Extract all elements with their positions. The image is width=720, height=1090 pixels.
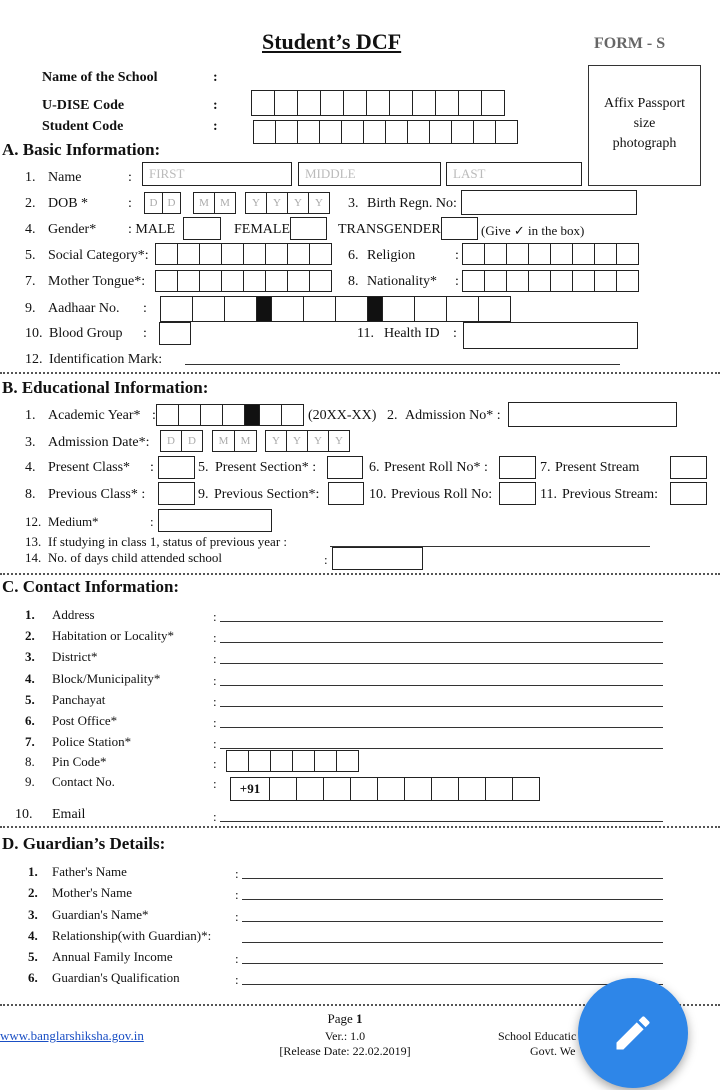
birth-regn-input[interactable] <box>461 190 637 215</box>
colon: : <box>235 972 239 987</box>
mother-tongue-label: Mother Tongue*: <box>48 274 146 289</box>
colon: : <box>213 756 217 771</box>
pin-code-boxes[interactable] <box>226 750 358 772</box>
field-num: 3. <box>25 435 36 450</box>
section-c-title: C. Contact Information: <box>2 577 180 596</box>
gender-label: Gender* <box>48 222 97 237</box>
blood-group-input[interactable] <box>159 322 191 345</box>
admission-no-input[interactable] <box>508 402 677 427</box>
field-num: 7. <box>540 460 551 475</box>
photo-text: photograph <box>612 136 677 151</box>
field-num: 10. <box>25 326 43 341</box>
contact-field-line[interactable] <box>220 748 663 749</box>
dob-day-boxes[interactable]: D D <box>144 192 180 214</box>
dob-label: DOB * <box>48 196 89 211</box>
present-stream-input[interactable] <box>670 456 707 479</box>
colon: : <box>324 552 328 567</box>
guardian-field-label: Guardian's Qualification <box>52 970 180 985</box>
contact-field-label: District* <box>52 649 98 664</box>
contact-field-line[interactable] <box>220 685 663 686</box>
country-code: +91 <box>230 777 270 801</box>
present-roll-label: Present Roll No* : <box>384 460 488 475</box>
field-num: 6. <box>369 460 380 475</box>
field-num: 1. <box>25 170 36 185</box>
section-d-title: D. Guardian’s Details: <box>2 834 166 853</box>
colon: : <box>150 460 154 475</box>
colon: : <box>213 70 218 85</box>
edit-pencil-icon <box>611 1011 655 1055</box>
field-num: 14. <box>25 550 42 565</box>
field-num: 5. <box>198 460 209 475</box>
field-num: 5. <box>28 949 38 964</box>
class1-status-label: If studying in class 1, status of previous year : <box>48 534 288 549</box>
contact-no-label: Contact No. <box>52 774 115 789</box>
gender-female-label: FEMALE <box>234 222 290 237</box>
admission-date-day-boxes[interactable]: D D <box>160 430 202 452</box>
present-section-input[interactable] <box>327 456 363 479</box>
colon: : <box>213 98 218 113</box>
student-code-input-boxes[interactable] <box>253 120 517 144</box>
colon: : <box>235 909 239 924</box>
gender-transgender-label: TRANSGENDER <box>338 222 441 237</box>
field-num: 4. <box>25 460 36 475</box>
colon: : <box>143 326 147 341</box>
dob-year-boxes[interactable]: Y Y Y Y <box>245 192 329 214</box>
gender-transgender-checkbox[interactable] <box>441 217 478 240</box>
identification-mark-line[interactable] <box>185 364 620 365</box>
gender-male-checkbox[interactable] <box>183 217 221 240</box>
contact-field-label: Habitation or Locality* <box>52 628 175 643</box>
divider <box>0 826 720 828</box>
first-name-input[interactable]: FIRST <box>142 162 292 186</box>
previous-roll-label: Previous Roll No: <box>391 487 493 502</box>
field-num: 10. <box>369 487 387 502</box>
previous-roll-input[interactable] <box>499 482 536 505</box>
field-num: 7. <box>25 274 36 289</box>
religion-boxes[interactable] <box>462 243 638 265</box>
days-attended-input[interactable] <box>332 547 423 570</box>
guardian-field-label: Mother's Name <box>52 885 132 900</box>
previous-stream-input[interactable] <box>670 482 707 505</box>
social-category-boxes[interactable] <box>155 243 331 265</box>
section-a-title: A. Basic Information: <box>2 140 161 159</box>
contact-field-line[interactable] <box>220 663 663 664</box>
school-name-label: Name of the School <box>42 70 158 85</box>
field-num: 8. <box>25 487 36 502</box>
field-num: 2. <box>387 408 398 423</box>
colon: : <box>213 694 217 709</box>
medium-input[interactable] <box>158 509 272 532</box>
guardian-field-label: Guardian's Name* <box>52 907 149 922</box>
colon: : <box>152 408 156 423</box>
udise-label: U-DISE Code <box>42 98 125 113</box>
contact-field-line[interactable] <box>220 727 663 728</box>
field-num: 3. <box>28 907 38 922</box>
colon: : <box>128 196 132 211</box>
page-num: 1 <box>356 1011 363 1026</box>
colon: : <box>213 630 217 645</box>
health-id-input[interactable] <box>463 322 638 349</box>
colon: : <box>455 274 459 289</box>
colon: : <box>213 809 217 824</box>
academic-year-boxes[interactable] <box>156 404 303 426</box>
last-name-input[interactable]: LAST <box>446 162 582 186</box>
field-num: 1. <box>28 864 38 879</box>
colon: : <box>453 326 457 341</box>
udise-input-boxes[interactable] <box>251 90 504 116</box>
section-b-title: B. Educational Information: <box>2 378 209 397</box>
page-label: Page <box>327 1011 353 1026</box>
guardian-field-line[interactable] <box>242 984 663 985</box>
department-line2: Govt. We <box>530 1044 576 1058</box>
department-line1: School Educatic <box>498 1029 577 1043</box>
dob-month-boxes[interactable]: M M <box>193 192 235 214</box>
field-num: 9. <box>25 301 36 316</box>
colon: : <box>143 301 147 316</box>
previous-section-label: Previous Section*: <box>214 487 320 502</box>
academic-year-label: Academic Year* <box>48 408 141 423</box>
admission-date-label: Admission Date*: <box>48 435 150 450</box>
email-label: Email <box>52 807 86 822</box>
field-num: 6. <box>28 970 38 985</box>
guardian-field-label: Relationship(with Guardian)*: <box>52 928 212 943</box>
contact-no-boxes[interactable] <box>230 777 539 801</box>
present-class-label: Present Class* <box>48 460 131 475</box>
field-num: 8. <box>25 754 35 769</box>
field-num: 9. <box>198 487 209 502</box>
colon: : <box>213 736 217 751</box>
colon: : <box>213 651 217 666</box>
nationality-boxes[interactable] <box>462 270 638 292</box>
student-code-label: Student Code <box>42 119 124 134</box>
pin-code-label: Pin Code* <box>52 754 107 769</box>
photo-text: Affix Passport <box>603 96 686 111</box>
field-num: 10. <box>15 807 33 822</box>
field-num: 2. <box>25 196 36 211</box>
blood-group-label: Blood Group <box>49 326 123 341</box>
present-section-label: Present Section* : <box>215 460 317 475</box>
field-num: 2. <box>25 628 35 643</box>
field-num: 1. <box>25 607 35 622</box>
gender-male-label: : MALE <box>128 222 176 237</box>
field-num: 4. <box>25 671 35 686</box>
guardian-field-label: Father's Name <box>52 864 127 879</box>
version: Ver.: 1.0 <box>324 1029 366 1043</box>
colon: : <box>213 119 218 134</box>
contact-field-label: Police Station* <box>52 734 132 749</box>
middle-name-input[interactable]: MIDDLE <box>298 162 441 186</box>
guardian-field-line[interactable] <box>242 921 663 922</box>
mother-tongue-boxes[interactable] <box>155 270 331 292</box>
release-date: [Release Date: 22.02.2019] <box>279 1044 411 1058</box>
colon: : <box>213 776 217 791</box>
colon: : <box>235 887 239 902</box>
previous-class-input[interactable] <box>158 482 195 505</box>
gender-hint: (Give ✓ in the box) <box>481 223 585 238</box>
field-num: 12. <box>25 514 42 529</box>
field-num: 1. <box>25 408 36 423</box>
nationality-label: Nationality* <box>367 274 437 289</box>
field-num: 2. <box>28 885 38 900</box>
contact-field-label: Post Office* <box>52 713 118 728</box>
name-label: Name <box>48 170 82 185</box>
field-num: 5. <box>25 248 36 263</box>
guardian-field-line[interactable] <box>242 899 663 900</box>
present-class-input[interactable] <box>158 456 195 479</box>
present-stream-label: Present Stream <box>555 460 640 475</box>
field-num: 5. <box>25 692 35 707</box>
page-number <box>270 1011 420 1027</box>
contact-field-line[interactable] <box>220 706 663 707</box>
divider <box>0 573 720 575</box>
field-num: 3. <box>348 196 359 211</box>
present-roll-input[interactable] <box>499 456 536 479</box>
colon: : <box>150 514 154 529</box>
field-num: 12. <box>25 352 43 367</box>
website-link[interactable]: www.banglarshiksha.gov.in <box>0 1028 144 1043</box>
guardian-field-line[interactable] <box>242 942 663 943</box>
colon: : <box>213 715 217 730</box>
colon: : <box>235 951 239 966</box>
field-num: 4. <box>25 222 36 237</box>
field-num: 8. <box>348 274 359 289</box>
religion-label: Religion <box>367 248 416 263</box>
aadhaar-input-boxes[interactable] <box>160 296 510 322</box>
admission-date-year-boxes[interactable]: Y Y Y Y <box>265 430 349 452</box>
field-num: 13. <box>25 534 42 549</box>
colon: : <box>213 673 217 688</box>
photo-text: size <box>633 116 656 131</box>
guardian-field-line[interactable] <box>242 963 663 964</box>
colon: : <box>235 866 239 881</box>
field-num: 6. <box>348 248 359 263</box>
field-num: 6. <box>25 713 35 728</box>
guardian-field-line[interactable] <box>242 878 663 879</box>
aadhaar-label: Aadhaar No. <box>48 301 120 316</box>
social-category-label: Social Category*: <box>48 248 149 263</box>
admission-no-label: Admission No* : <box>405 408 501 423</box>
identification-mark-label: Identification Mark: <box>49 352 163 367</box>
medium-label: Medium* <box>48 514 99 529</box>
divider <box>0 372 720 374</box>
contact-field-label: Panchayat <box>52 692 106 707</box>
form-title: Student’s DCF <box>262 29 402 54</box>
previous-section-input[interactable] <box>328 482 364 505</box>
email-line[interactable] <box>220 821 663 822</box>
field-num: 11. <box>540 487 557 502</box>
birth-regn-label: Birth Regn. No: <box>367 196 457 211</box>
edit-fab-button[interactable] <box>578 978 688 1088</box>
field-num: 11. <box>357 326 374 341</box>
colon: : <box>128 170 132 185</box>
previous-stream-label: Previous Stream: <box>562 487 659 502</box>
form-code-label: FORM - S <box>594 35 666 52</box>
passport-photo-box <box>588 65 701 186</box>
contact-field-line[interactable] <box>220 621 663 622</box>
field-num: 9. <box>25 774 35 789</box>
days-attended-label: No. of days child attended school <box>48 550 223 565</box>
field-num: 3. <box>25 649 35 664</box>
contact-field-line[interactable] <box>220 642 663 643</box>
admission-date-month-boxes[interactable]: M M <box>212 430 256 452</box>
colon: : <box>213 609 217 624</box>
previous-class-label: Previous Class* : <box>48 487 146 502</box>
contact-field-label: Address <box>52 607 95 622</box>
field-num: 4. <box>28 928 38 943</box>
health-id-label: Health ID <box>384 326 440 341</box>
guardian-field-label: Annual Family Income <box>52 949 173 964</box>
academic-year-hint: (20XX-XX) <box>308 408 377 423</box>
field-num: 7. <box>25 734 35 749</box>
contact-field-label: Block/Municipality* <box>52 671 161 686</box>
colon: : <box>455 248 459 263</box>
gender-female-checkbox[interactable] <box>290 217 327 240</box>
